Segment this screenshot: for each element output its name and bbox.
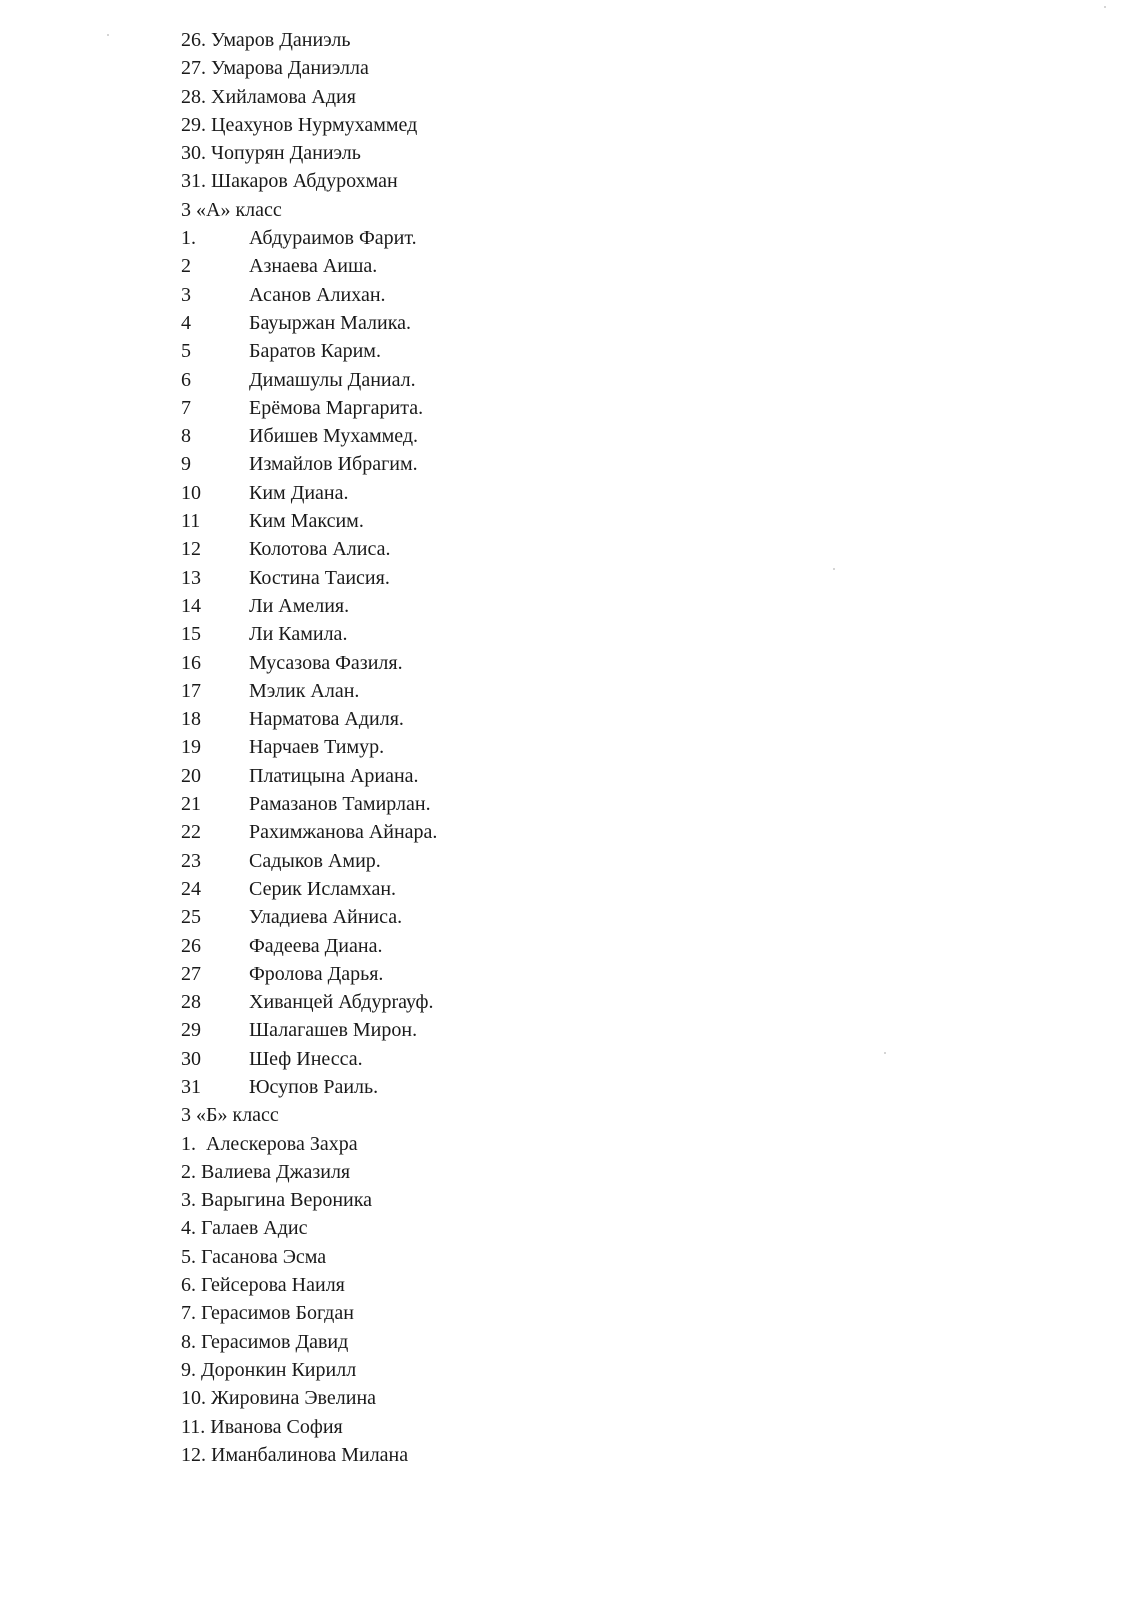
student-number: 15 — [181, 623, 201, 646]
list-item: 5. Гасанова Эсма — [181, 1245, 327, 1268]
student-number: 7 — [181, 396, 191, 419]
student-row — [181, 988, 981, 1016]
student-row — [181, 932, 981, 960]
class-heading-3b: 3 «Б» класс — [181, 1104, 279, 1127]
student-row — [181, 592, 981, 620]
student-row — [181, 394, 981, 422]
student-number: 18 — [181, 708, 201, 731]
list-item: 3. Варыгина Вероника — [181, 1189, 373, 1212]
student-number: 19 — [181, 736, 201, 759]
student-row — [181, 649, 981, 677]
student-number: 3 — [181, 283, 191, 306]
student-row — [181, 224, 981, 252]
student-number: 2 — [181, 255, 191, 278]
student-name: Измайлов Ибрагим. — [249, 453, 418, 476]
list-item: 7. Герасимов Богдан — [181, 1302, 354, 1325]
student-number: 13 — [181, 566, 201, 589]
student-number: 12 — [181, 538, 201, 561]
student-name: Колотова Алиса. — [249, 538, 391, 561]
student-name: Нарматова Адиля. — [249, 708, 404, 731]
student-number: 23 — [181, 849, 201, 872]
student-name: Ибишев Мухаммед. — [249, 425, 419, 448]
student-row — [181, 903, 981, 931]
student-row — [181, 875, 981, 903]
student-number: 30 — [181, 1047, 201, 1070]
class-heading-3a: 3 «А» класс — [181, 198, 282, 221]
list-item: 6. Гейсерова Наиля — [181, 1274, 345, 1297]
student-number: 17 — [181, 679, 201, 702]
student-name: Ким Максим. — [249, 510, 364, 533]
list-item: 29. Цеахунов Нурмухаммед — [181, 113, 418, 136]
student-number: 20 — [181, 764, 201, 787]
student-name: Шеф Инесса. — [249, 1047, 363, 1070]
student-number: 28 — [181, 991, 201, 1014]
student-number: 21 — [181, 793, 201, 816]
student-number: 26 — [181, 934, 201, 957]
student-row — [181, 564, 981, 592]
student-number: 1. — [181, 227, 196, 250]
student-name: Костина Таисия. — [249, 566, 390, 589]
student-number: 22 — [181, 821, 201, 844]
student-number: 8 — [181, 425, 191, 448]
document-page — [181, 26, 981, 1469]
student-name: Садыков Амир. — [249, 849, 381, 872]
student-row — [181, 450, 981, 478]
student-name: Бауыржан Малика. — [249, 311, 411, 334]
list-item: 30. Чопурян Даниэль — [181, 142, 361, 165]
student-name: Шалагашев Мирон. — [249, 1019, 418, 1042]
student-number: 16 — [181, 651, 201, 674]
student-row — [181, 847, 981, 875]
list-item: 10. Жировина Эвелина — [181, 1387, 377, 1410]
student-row — [181, 733, 981, 761]
student-name: Абдураимов Фарит. — [249, 227, 417, 250]
student-row — [181, 507, 981, 535]
student-name: Фадеева Диана. — [249, 934, 383, 957]
list-item: 27. Умарова Даниэлла — [181, 57, 369, 80]
student-number: 29 — [181, 1019, 201, 1042]
list-item: 9. Доронкин Кирилл — [181, 1358, 357, 1381]
student-row — [181, 762, 981, 790]
student-row — [181, 705, 981, 733]
student-name: Рамазанов Тамирлан. — [249, 793, 431, 816]
student-row — [181, 960, 981, 988]
student-row — [181, 535, 981, 563]
student-name: Ерёмова Маргарита. — [249, 396, 424, 419]
student-number: 31 — [181, 1075, 201, 1098]
student-row — [181, 1016, 981, 1044]
list-item: 1. Алескерова Захра — [181, 1132, 358, 1155]
student-number: 14 — [181, 594, 201, 617]
student-number: 11 — [181, 510, 201, 533]
student-name: Мусазова Фазиля. — [249, 651, 403, 674]
student-name: Юсупов Раиль. — [249, 1075, 379, 1098]
student-number: 5 — [181, 340, 191, 363]
student-name: Уладиева Айниса. — [249, 906, 403, 929]
student-row — [181, 252, 981, 280]
student-name: Платицына Ариана. — [249, 764, 419, 787]
scan-speck — [833, 568, 835, 570]
student-number: 10 — [181, 481, 201, 504]
student-name: Димашулы Даниал. — [249, 368, 416, 391]
student-name: Азнаева Аиша. — [249, 255, 378, 278]
student-name: Ли Амелия. — [249, 594, 350, 617]
student-name: Ким Диана. — [249, 481, 349, 504]
student-name: Баратов Карим. — [249, 340, 381, 363]
student-number: 27 — [181, 962, 201, 985]
student-row — [181, 422, 981, 450]
list-item: 4. Галаев Адис — [181, 1217, 308, 1240]
previous-class-continuation — [181, 26, 981, 196]
student-row — [181, 281, 981, 309]
student-name: Нарчаев Тимур. — [249, 736, 385, 759]
student-name: Асанов Алихан. — [249, 283, 386, 306]
student-row — [181, 309, 981, 337]
student-number: 9 — [181, 453, 191, 476]
student-row — [181, 1073, 981, 1101]
student-row — [181, 677, 981, 705]
list-item: 12. Иманбалинова Милана — [181, 1443, 409, 1466]
list-item: 2. Валиева Джазиля — [181, 1160, 351, 1183]
class-3b-list — [181, 1130, 981, 1470]
student-name: Фролова Дарья. — [249, 962, 384, 985]
student-row — [181, 1045, 981, 1073]
student-row — [181, 366, 981, 394]
student-row — [181, 818, 981, 846]
scan-speck — [1104, 6, 1106, 8]
student-number: 6 — [181, 368, 191, 391]
student-name: Мэлик Алан. — [249, 679, 360, 702]
student-number: 24 — [181, 877, 201, 900]
list-item: 8. Герасимов Давид — [181, 1330, 349, 1353]
student-number: 25 — [181, 906, 201, 929]
class-3a-list — [181, 224, 981, 1101]
student-number: 4 — [181, 311, 191, 334]
list-item: 31. Шакаров Абдурохман — [181, 170, 398, 193]
student-row — [181, 790, 981, 818]
student-row — [181, 620, 981, 648]
scan-speck — [884, 1052, 886, 1054]
student-name: Ли Камила. — [249, 623, 348, 646]
student-row — [181, 337, 981, 365]
student-name: Хиванцей Абдурrауф. — [249, 991, 434, 1014]
student-name: Рахимжанова Айнара. — [249, 821, 438, 844]
student-row — [181, 479, 981, 507]
scan-speck — [107, 34, 109, 36]
list-item: 11. Иванова София — [181, 1415, 343, 1438]
student-name: Серик Исламхан. — [249, 877, 397, 900]
list-item: 28. Хийламова Адия — [181, 85, 356, 108]
list-item: 26. Умаров Даниэль — [181, 29, 351, 51]
